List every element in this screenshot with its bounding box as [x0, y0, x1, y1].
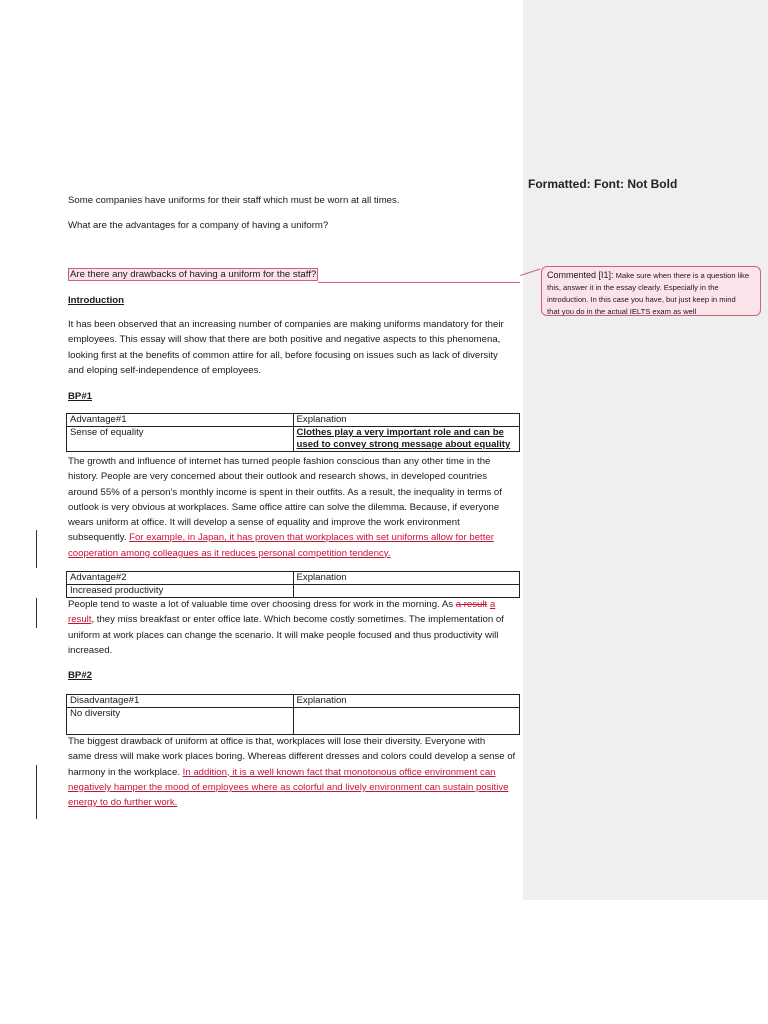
paragraph-line: [68, 612, 518, 627]
inserted-text[interactable]: cooperation among colleagues as it reduces personal competition tendency.: [68, 547, 391, 559]
paragraph-line: [68, 530, 518, 545]
commented-text-highlight[interactable]: Are there any drawbacks of having a uniform for the staff?: [70, 269, 317, 280]
table-header-cell: Explanation: [293, 695, 520, 708]
introduction-heading: Introduction: [68, 295, 124, 306]
table-cell: [293, 427, 520, 452]
paragraph-line: outlook is very obvious at workplaces. Same office attire can solve the dilemma. Because, if everyone: [68, 501, 500, 513]
plain-text: harmony in the workplace.: [68, 766, 183, 778]
bp2-disadvantage1-table: [66, 694, 520, 735]
bp1-paragraph-2: [68, 597, 518, 658]
paragraph-line: increased.: [68, 644, 113, 656]
intro-line: and eloping self-independence of employees.: [68, 364, 262, 376]
paragraph-line: [68, 546, 518, 561]
deleted-text[interactable]: a result: [455, 599, 488, 610]
plain-text: People tend to waste a lot of valuable time over choosing dress for work in the morning. As: [68, 599, 456, 610]
paragraph-line: history. People are very concerned about their outlook and research shows, in developed countries: [68, 471, 487, 483]
plain-text: subsequently.: [68, 532, 130, 544]
inserted-text[interactable]: For example, in Japan, it has proven that workplaces with set uniforms allow for better: [129, 532, 494, 544]
inserted-text[interactable]: In addition, it is a well known fact that monotonous office environment can: [182, 766, 496, 778]
prompt-line-2: What are the advantages for a company of having a uniform?: [68, 220, 329, 231]
plain-text: , they miss breakfast or enter office late. Which become costly sometimes. The implementation of: [91, 614, 504, 626]
comment-line-4: that you do in the actual IELTS exam as well: [547, 307, 697, 316]
comment-line-1: Make sure when there is a question like: [615, 271, 750, 280]
prompt-line-3[interactable]: [68, 267, 318, 282]
paragraph-line: uniform at work places can change the scenario. It will make people focused and thus productivity will: [68, 629, 499, 641]
paragraph-line: [68, 780, 518, 795]
comment-label: Commented [I1]:: [547, 270, 614, 280]
introduction-paragraph: [68, 317, 518, 378]
paragraph-line: same dress will make work places boring. Whereas different dresses and colors could develop a sense of: [68, 751, 516, 763]
intro-line: looking first at the benefits of common attire for all, before focusing on issues such as lack of diversity: [68, 349, 498, 361]
paragraph-line: [68, 597, 518, 612]
table-cell: [293, 585, 520, 598]
comment-line-3: introduction. In this case you have, but just keep in mind: [547, 295, 736, 304]
comment-line-2: this, answer it in the essay clearly. Especially in the: [547, 283, 719, 292]
bp1-advantage1-table: [66, 413, 520, 452]
inserted-text[interactable]: result: [68, 614, 92, 626]
paragraph-line: The growth and influence of internet has turned people fashion conscious than any other time in the: [68, 456, 491, 467]
comment-bubble[interactable]: [541, 266, 761, 316]
paragraph-line: [68, 765, 518, 780]
bp1-advantage2-table: [66, 571, 520, 598]
table-cell: [293, 708, 520, 735]
revision-bar: [36, 765, 37, 819]
comment-margin-pane: [523, 0, 768, 900]
bp1-heading: BP#1: [68, 391, 92, 402]
paragraph-line: The biggest drawback of uniform at office is that, workplaces will lose their diversity. Everyone with: [68, 736, 486, 747]
inserted-text[interactable]: negatively hamper the mood of employees where as colorful and lively environment can sustain positive: [68, 781, 509, 793]
table-header-cell: Disadvantage#1: [67, 695, 294, 708]
table-header-cell: Advantage#1: [67, 414, 294, 427]
table-cell: Increased productivity: [67, 585, 294, 598]
comment-connector-line: [318, 282, 520, 283]
revision-bar: [36, 598, 37, 628]
margin-pane-title: Formatted: Font: Not Bold: [528, 177, 678, 191]
table-header-cell: Advantage#2: [67, 572, 294, 585]
inserted-text[interactable]: a: [489, 599, 496, 610]
bp2-paragraph: [68, 734, 518, 810]
paragraph-line: wears uniform at office. It will develop a sense of equality and improve the work environment: [68, 517, 460, 529]
intro-line: employees. This essay will show that there are both positive and negative aspects to this phenomena,: [68, 334, 501, 346]
revision-bar: [36, 530, 37, 568]
table-cell: No diversity: [67, 708, 294, 735]
table-cell: Sense of equality: [67, 427, 294, 452]
prompt-line-1: Some companies have uniforms for their staff which must be worn at all times.: [68, 195, 400, 206]
explanation-line: Clothes play a very important role and can be: [296, 427, 504, 438]
paragraph-line: [68, 795, 518, 810]
bp1-paragraph-1: [68, 454, 518, 561]
table-header-cell: Explanation: [293, 572, 520, 585]
bp2-heading: BP#2: [68, 670, 92, 681]
explanation-line: used to convey strong message about equality: [296, 439, 511, 450]
paragraph-line: around 55% of a person’s monthly income is spent in their outfits. As a result, the inequality in terms of: [68, 486, 502, 498]
intro-line: It has been observed that an increasing number of companies are making uniforms mandatory for their: [68, 319, 504, 330]
table-header-cell: Explanation: [293, 414, 520, 427]
inserted-text[interactable]: energy to do further work.: [68, 797, 178, 809]
